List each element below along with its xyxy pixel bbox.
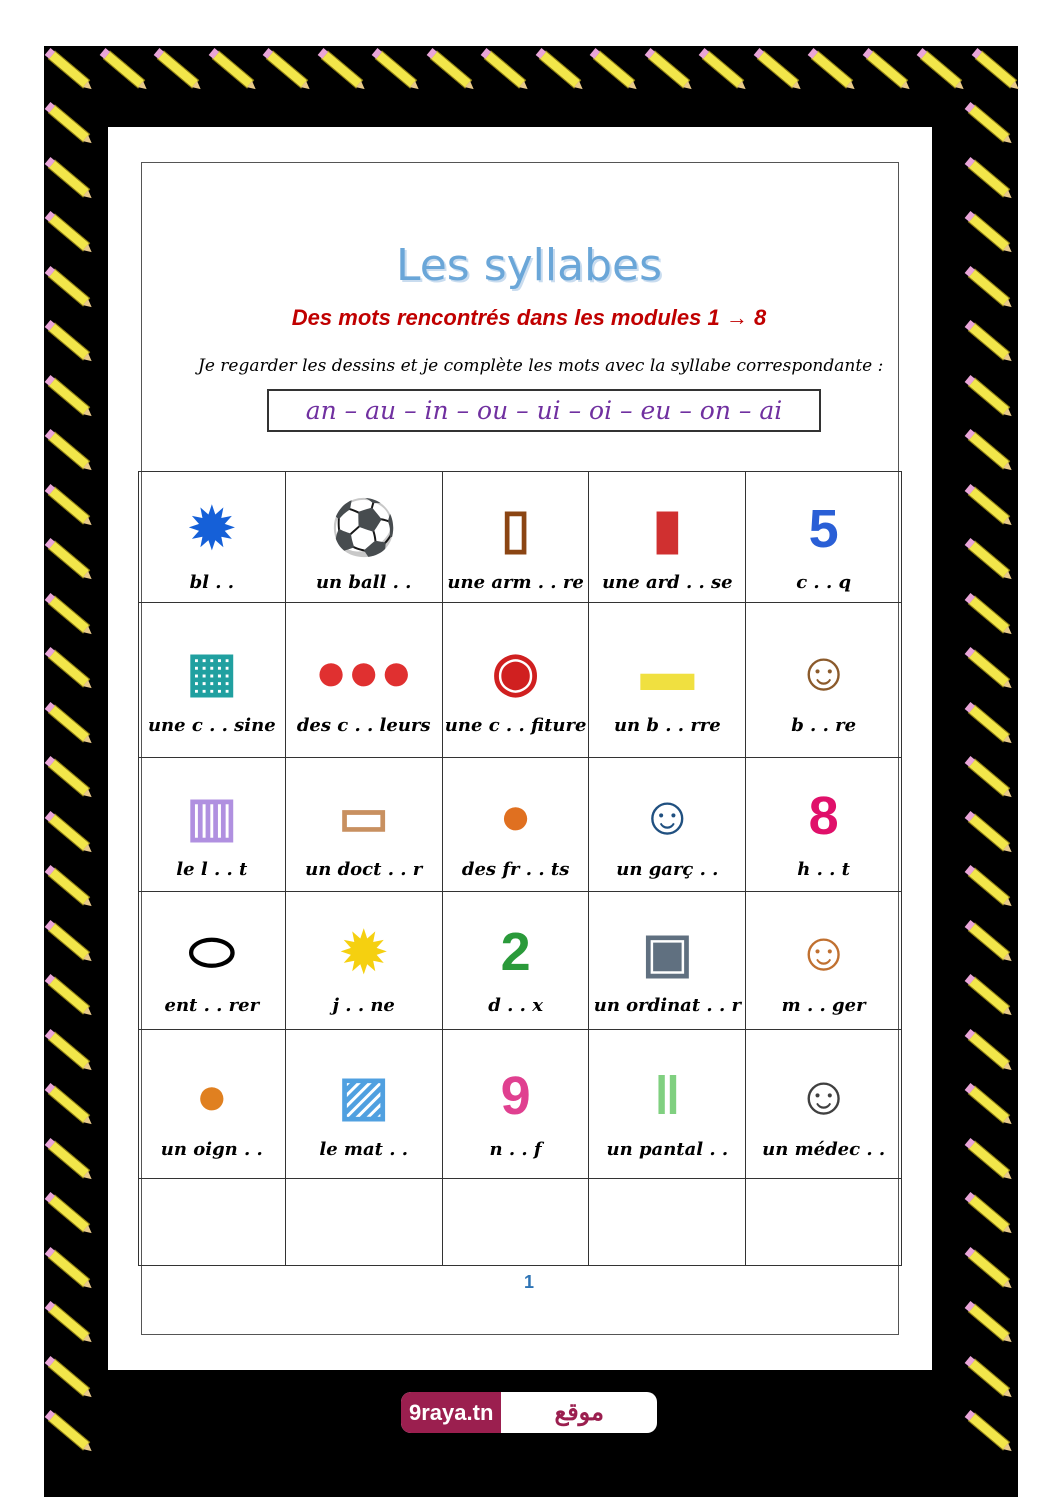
- grid-cell: [442, 1030, 589, 1179]
- grid-cell: [746, 603, 902, 758]
- word-to-complete: une c . . sine: [147, 714, 276, 736]
- boy-drinking-icon: ☺: [796, 641, 852, 702]
- word-to-complete: un oign . .: [160, 1138, 263, 1160]
- draw-circle-icon: ⬭: [188, 921, 235, 982]
- grid-cell: [139, 1179, 286, 1266]
- word-to-complete: un doct . . r: [305, 859, 423, 880]
- doctor-icon: ☺: [796, 1065, 852, 1126]
- number-five-icon: 5: [808, 498, 839, 559]
- word-to-complete: une ard . . se: [602, 571, 733, 593]
- word-to-complete: un médec . .: [762, 1138, 886, 1160]
- grid-cell: [139, 892, 286, 1030]
- jam-icon: ◉: [492, 642, 540, 702]
- soccer-ball-icon: ⚽: [330, 498, 398, 558]
- exercise-grid: [138, 471, 902, 1266]
- computer-icon: ▣: [641, 922, 693, 983]
- boy-icon: ☺: [639, 786, 695, 846]
- word-to-complete: m . . ger: [781, 995, 866, 1016]
- grid-cell: [746, 758, 902, 892]
- grid-cell: [442, 1179, 589, 1266]
- grid-cell: [139, 1030, 286, 1179]
- word-to-complete: une c . . fiture: [444, 714, 587, 736]
- milk-icon: ▥: [186, 786, 238, 847]
- word-to-complete: le l . . t: [176, 859, 248, 880]
- grid-cell: [139, 758, 286, 892]
- word-to-complete: un pantal . .: [606, 1138, 729, 1160]
- syllable-list: an – au – in – ou – ui – oi – eu – on – ai: [267, 389, 821, 432]
- word-to-complete: un b . . rre: [613, 714, 721, 736]
- grid-row: [139, 603, 902, 758]
- wardrobe-icon: ▯: [500, 499, 531, 559]
- slate-icon: ▮: [652, 499, 683, 559]
- grid-cell: [285, 892, 442, 1030]
- page-title: Les syllabes: [395, 240, 663, 291]
- butter-icon: ▬: [640, 641, 695, 702]
- number-eight-icon: 8: [808, 786, 839, 846]
- colors-palette-icon: ●●●: [314, 641, 413, 702]
- boy-eating-icon: ☺: [796, 922, 852, 982]
- grid-cell: [442, 472, 589, 603]
- word-to-complete: un ordinat . . r: [593, 995, 741, 1016]
- grid-row: [139, 892, 902, 1030]
- logo-arabic: موقع: [554, 1399, 604, 1426]
- grid-cell: [589, 1179, 746, 1266]
- grid-cell: [285, 758, 442, 892]
- grid-cell: [746, 1179, 902, 1266]
- grid-cell: [589, 1030, 746, 1179]
- site-logo: [401, 1392, 657, 1433]
- grid-cell: [746, 472, 902, 603]
- word-to-complete: d . . x: [488, 995, 543, 1016]
- word-to-complete: ent . . rer: [164, 995, 260, 1016]
- grid-cell: [589, 603, 746, 758]
- grid-cell: [442, 758, 589, 892]
- rooster-icon: ▨: [338, 1066, 390, 1126]
- trousers-icon: ‖: [653, 1065, 681, 1126]
- doctor-desk-icon: ▭: [338, 786, 390, 847]
- word-to-complete: un ball . .: [315, 571, 412, 593]
- kitchen-icon: ▦: [186, 642, 238, 702]
- grid-row: [139, 472, 902, 603]
- onion-icon: ●: [195, 1065, 229, 1126]
- subtitle: Des mots rencontrés dans les modules 1 → 8: [291, 305, 767, 330]
- grid-cell: [589, 758, 746, 892]
- word-to-complete: le mat . .: [319, 1138, 409, 1160]
- word-to-complete: h . . t: [797, 859, 850, 880]
- grid-cell: [139, 603, 286, 758]
- word-to-complete: b . . re: [791, 714, 857, 736]
- grid-cell: [589, 472, 746, 603]
- fruits-icon: ●: [499, 786, 532, 846]
- word-to-complete: j . . ne: [332, 995, 395, 1016]
- word-to-complete: bl . .: [189, 571, 235, 593]
- word-to-complete: un garç . .: [616, 859, 719, 880]
- number-nine-icon: 9: [500, 1065, 531, 1126]
- number-two-icon: 2: [500, 922, 531, 982]
- blue-splash-icon: ✹: [189, 499, 235, 559]
- grid-cell: [285, 472, 442, 603]
- grid-cell: [589, 892, 746, 1030]
- yellow-splash-icon: ✹: [341, 922, 387, 983]
- word-to-complete: une arm . . re: [447, 571, 584, 593]
- grid-row: [139, 1030, 902, 1179]
- grid-cell: [442, 603, 589, 758]
- logo-latin: 9raya.tn: [401, 1392, 501, 1433]
- grid-cell: [285, 1030, 442, 1179]
- grid-cell: [746, 1030, 902, 1179]
- grid-cell: [442, 892, 589, 1030]
- grid-cell: [139, 472, 286, 603]
- instruction: Je regarder les dessins et je complète les mots avec la syllabe correspondante :: [198, 356, 884, 376]
- word-to-complete: des c . . leurs: [296, 714, 431, 736]
- word-to-complete: c . . q: [796, 571, 852, 593]
- page-number: 1: [523, 1272, 534, 1292]
- grid-row: [139, 1179, 902, 1266]
- grid-row: [139, 758, 902, 892]
- word-to-complete: n . . f: [489, 1138, 542, 1160]
- grid-cell: [285, 1179, 442, 1266]
- word-to-complete: des fr . . ts: [461, 859, 570, 880]
- grid-cell: [746, 892, 902, 1030]
- grid-cell: [285, 603, 442, 758]
